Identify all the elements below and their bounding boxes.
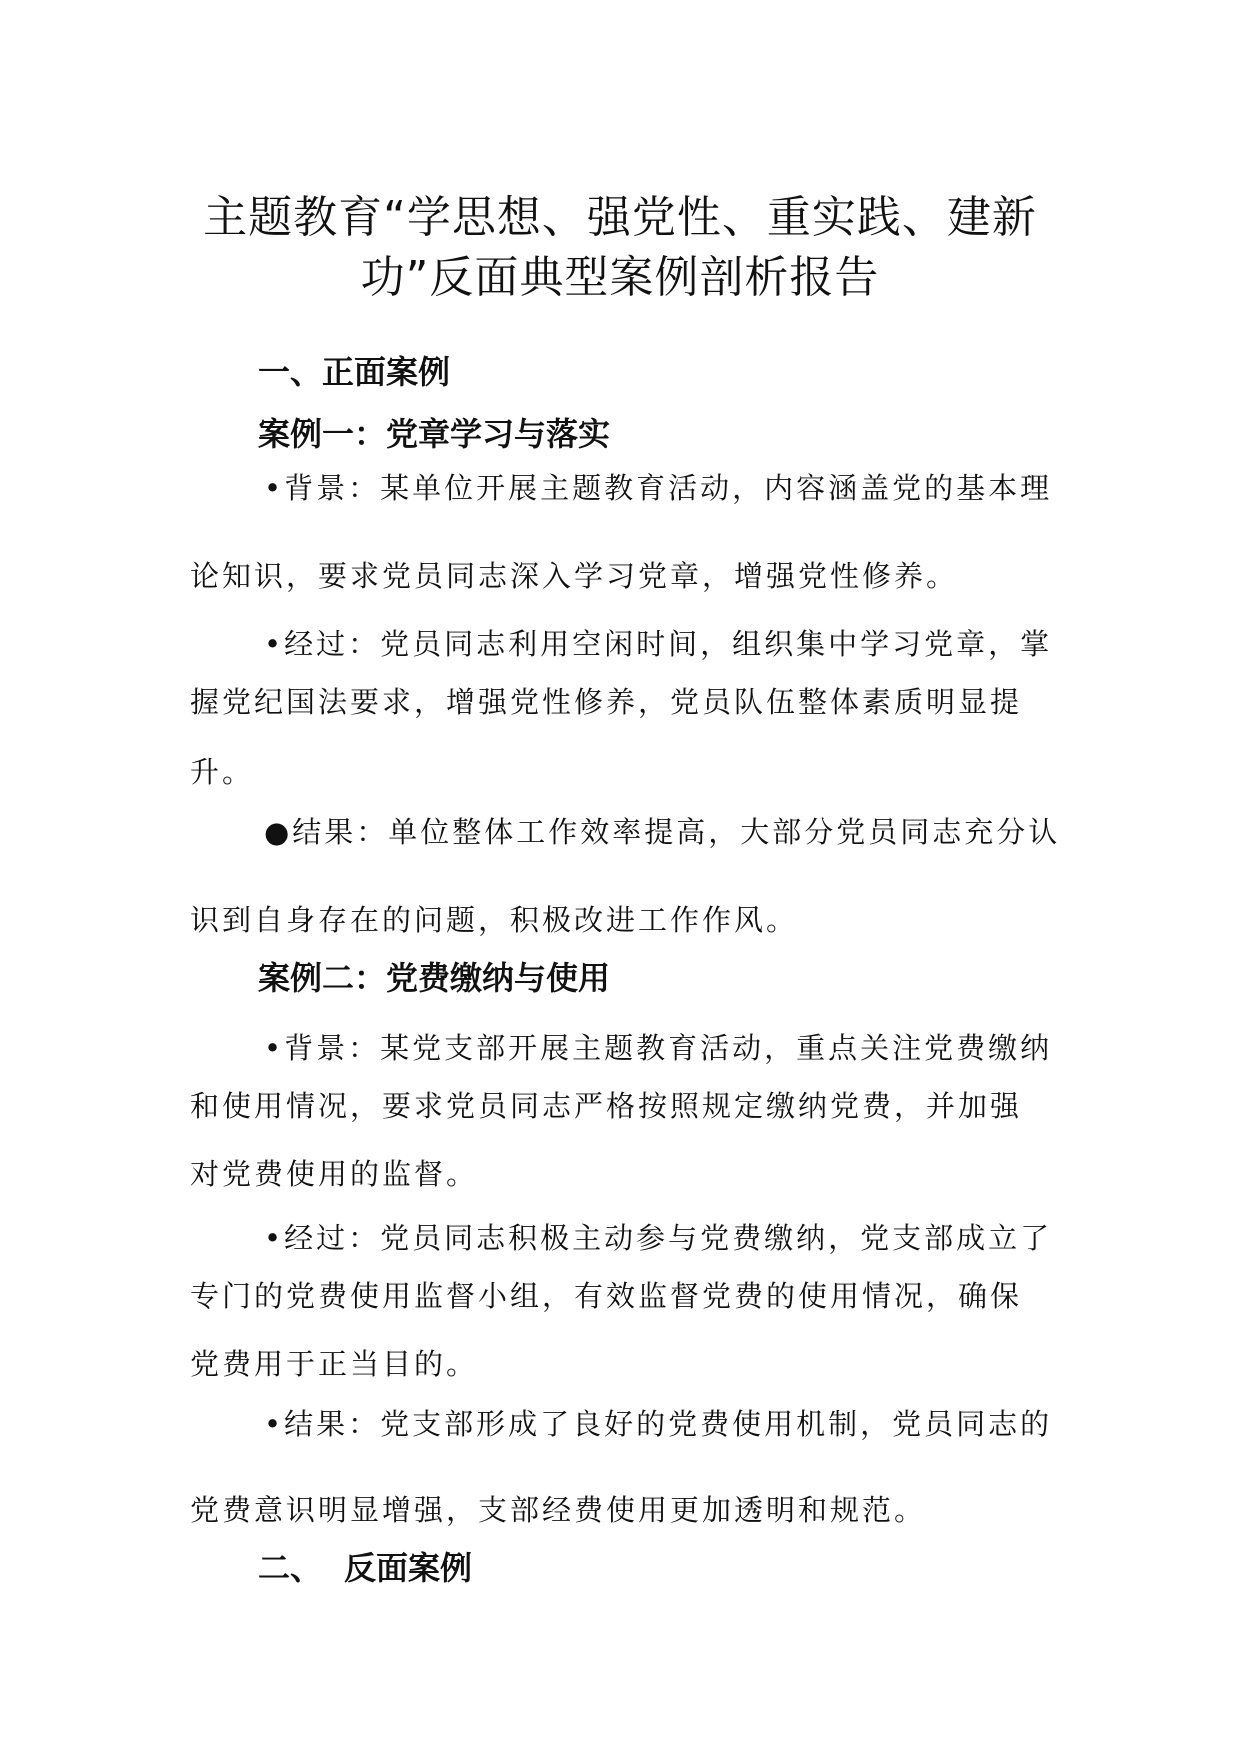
section-heading-positive: 一、正面案例 (258, 353, 451, 391)
case1-result-line-2: 识到自身存在的问题，积极改进工作作风。 (190, 903, 799, 937)
case1-process-line-3: 升。 (190, 755, 255, 789)
case2-process-line-1: •经过：党员同志积极主动参与党费缴纳，党支部成立了 (264, 1221, 1053, 1255)
case2-result-line-1: •结果：党支部形成了良好的党费使用机制，党员同志的 (264, 1407, 1053, 1441)
title-line-1: 主题教育“学思想、强党性、重实践、建新 (203, 192, 1037, 243)
case2-process-line-3: 党费用于正当目的。 (190, 1347, 479, 1381)
case1-background-line-1: •背景：某单位开展主题教育活动，内容涵盖党的基本理 (264, 471, 1053, 505)
case1-background-line-2: 论知识，要求党员同志深入学习党章，增强党性修养。 (190, 559, 959, 593)
case2-result-line-2: 党费意识明显增强，支部经费使用更加透明和规范。 (190, 1493, 927, 1527)
case-heading-2: 案例二：党费缴纳与使用 (258, 959, 611, 997)
case2-background-line-2: 和使用情况，要求党员同志严格按照规定缴纳党费，并加强 (190, 1089, 1023, 1123)
case-heading-1: 案例一：党章学习与落实 (258, 415, 611, 453)
document-title (170, 188, 1070, 308)
case1-process-line-1: •经过：党员同志利用空闲时间，组织集中学习党章，掌 (264, 627, 1053, 661)
title-line-2: 功”反面典型案例剖析报告 (360, 252, 880, 303)
section-heading-negative (258, 1548, 472, 1588)
case1-process-line-2: 握党纪国法要求，增强党性修养，党员队伍整体素质明显提 (190, 685, 1023, 719)
case2-background-line-1: •背景：某党支部开展主题教育活动，重点关注党费缴纳 (264, 1031, 1053, 1065)
case2-process-line-2: 专门的党费使用监督小组，有效监督党费的使用情况，确保 (190, 1279, 1023, 1313)
case1-result-line-1: ●结果：单位整体工作效率提高，大部分党员同志充分认 (264, 815, 1061, 849)
case2-background-line-3: 对党费使用的监督。 (190, 1157, 479, 1191)
section-title: 反面案例 (344, 1549, 473, 1587)
section-number: 二、 (258, 1549, 323, 1587)
